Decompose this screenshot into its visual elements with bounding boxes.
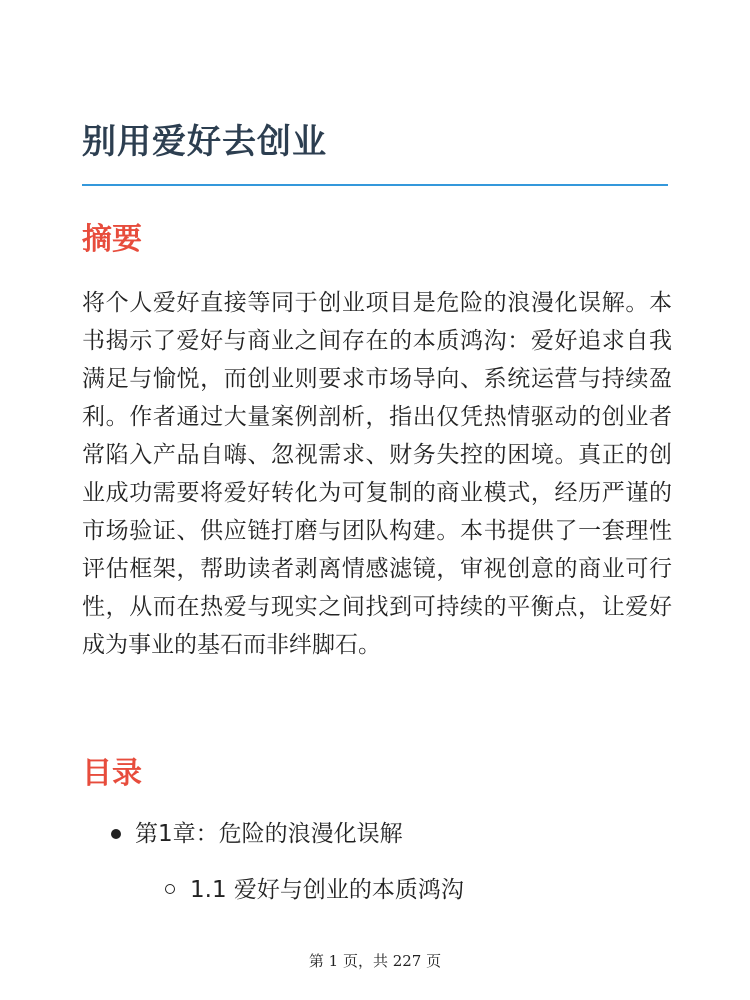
toc-heading: 目录 (82, 756, 142, 791)
toc-chapter-1-sections (135, 868, 672, 912)
abstract-heading: 摘要 (82, 222, 142, 257)
document-title: 别用爱好去创业 (82, 122, 327, 162)
title-divider (82, 184, 668, 186)
page-number-footer: 第 1 页，共 227 页 (308, 952, 442, 970)
toc-chapter-1[interactable] (82, 812, 672, 912)
toc-section-1-1[interactable] (135, 868, 672, 912)
abstract-paragraph: 将个人爱好直接等同于创业项目是危险的浪漫化误解。本书揭示了爱好与商业之间存在的本质鸿沟：爱好追求自我满足与愉悦，而创业则要求市场导向、系统运营与持续盈利。作者通过大量案例剖析，指出仅凭热情驱动的创业者常陷入产品自嗨、忽视需求、财务失控的困境。真正的创业成功需要将爱好转化为可复制的商业模式，经历严谨的市场验证、供应链打磨与团队构建。本书提供了一套理性评估框架，帮助读者剥离情感滤镜，审视创意的商业可行性，从而在热爱与现实之间找到可持续的平衡点，让爱好成为事业的基石而非绊脚石。 (82, 290, 672, 658)
table-of-contents (82, 812, 672, 912)
toc-section-label: 1.1 爱好与创业的本质鸿沟 (190, 877, 464, 903)
toc-chapter-label: 第1章：危险的浪漫化误解 (135, 821, 403, 847)
bullet-disc-icon (111, 829, 121, 839)
bullet-circle-icon (165, 884, 175, 894)
